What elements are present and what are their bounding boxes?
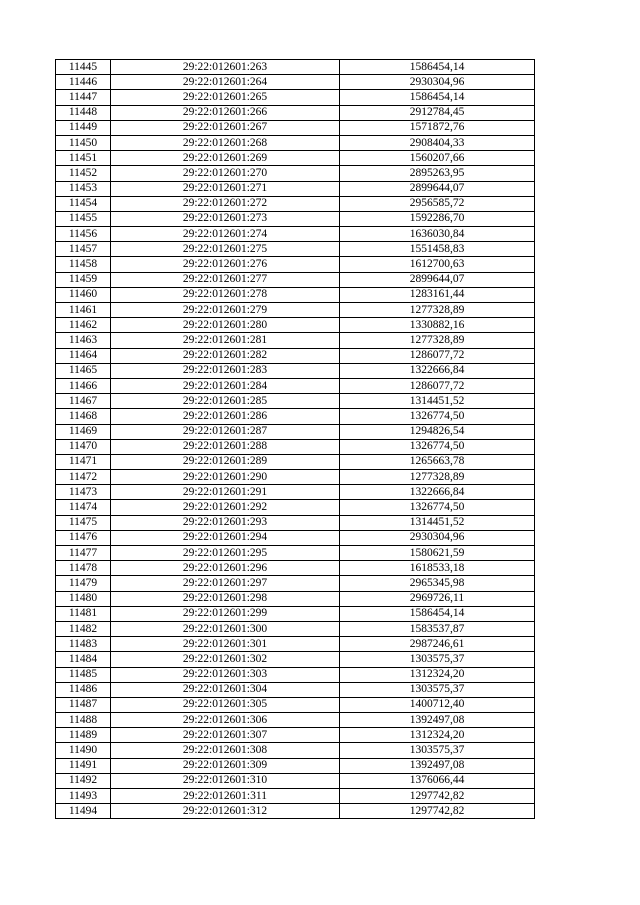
cadastral-number-cell: 29:22:012601:306 bbox=[111, 713, 340, 728]
table-row bbox=[56, 120, 535, 135]
cadastral-value-cell: 1612700,63 bbox=[340, 257, 535, 272]
table-row bbox=[56, 211, 535, 226]
row-number-cell: 11445 bbox=[56, 60, 111, 75]
cadastral-number-cell: 29:22:012601:297 bbox=[111, 576, 340, 591]
row-number-cell: 11471 bbox=[56, 454, 111, 469]
cadastral-number-cell: 29:22:012601:296 bbox=[111, 561, 340, 576]
table-row bbox=[56, 606, 535, 621]
cadastral-number-cell: 29:22:012601:283 bbox=[111, 363, 340, 378]
table-row bbox=[56, 546, 535, 561]
row-number-cell: 11464 bbox=[56, 348, 111, 363]
cadastral-value-cell: 1583537,87 bbox=[340, 621, 535, 636]
cadastral-number-cell: 29:22:012601:280 bbox=[111, 318, 340, 333]
table-row bbox=[56, 773, 535, 788]
row-number-cell: 11481 bbox=[56, 606, 111, 621]
cadastral-value-cell: 1326774,50 bbox=[340, 409, 535, 424]
cadastral-value-cell: 1392497,08 bbox=[340, 758, 535, 773]
row-number-cell: 11489 bbox=[56, 728, 111, 743]
cadastral-number-cell: 29:22:012601:310 bbox=[111, 773, 340, 788]
cadastral-value-cell: 1277328,89 bbox=[340, 303, 535, 318]
row-number-cell: 11472 bbox=[56, 470, 111, 485]
table-row bbox=[56, 500, 535, 515]
table-row bbox=[56, 454, 535, 469]
cadastral-value-cell: 1286077,72 bbox=[340, 348, 535, 363]
row-number-cell: 11455 bbox=[56, 211, 111, 226]
cadastral-number-cell: 29:22:012601:309 bbox=[111, 758, 340, 773]
cadastral-number-cell: 29:22:012601:277 bbox=[111, 272, 340, 287]
cadastral-number-cell: 29:22:012601:289 bbox=[111, 454, 340, 469]
cadastral-number-cell: 29:22:012601:267 bbox=[111, 120, 340, 135]
cadastral-value-cell: 1303575,37 bbox=[340, 652, 535, 667]
cadastral-number-cell: 29:22:012601:312 bbox=[111, 804, 340, 819]
cadastral-value-cell: 2895263,95 bbox=[340, 166, 535, 181]
row-number-cell: 11482 bbox=[56, 621, 111, 636]
cadastral-value-cell: 2908404,33 bbox=[340, 135, 535, 150]
cadastral-number-cell: 29:22:012601:264 bbox=[111, 75, 340, 90]
cadastral-number-cell: 29:22:012601:266 bbox=[111, 105, 340, 120]
cadastral-number-cell: 29:22:012601:281 bbox=[111, 333, 340, 348]
table-row bbox=[56, 257, 535, 272]
cadastral-value-cell: 2912784,45 bbox=[340, 105, 535, 120]
cadastral-number-cell: 29:22:012601:272 bbox=[111, 196, 340, 211]
row-number-cell: 11483 bbox=[56, 637, 111, 652]
table-row bbox=[56, 318, 535, 333]
table-row bbox=[56, 485, 535, 500]
cadastral-value-cell: 1580621,59 bbox=[340, 546, 535, 561]
cadastral-number-cell: 29:22:012601:294 bbox=[111, 530, 340, 545]
cadastral-value-cell: 1303575,37 bbox=[340, 682, 535, 697]
row-number-cell: 11466 bbox=[56, 378, 111, 393]
table-row bbox=[56, 591, 535, 606]
table-row bbox=[56, 713, 535, 728]
cadastral-number-cell: 29:22:012601:303 bbox=[111, 667, 340, 682]
cadastral-number-cell: 29:22:012601:269 bbox=[111, 151, 340, 166]
table-row bbox=[56, 151, 535, 166]
cadastral-number-cell: 29:22:012601:301 bbox=[111, 637, 340, 652]
table-row bbox=[56, 333, 535, 348]
table-row bbox=[56, 439, 535, 454]
table-row bbox=[56, 682, 535, 697]
cadastral-number-cell: 29:22:012601:285 bbox=[111, 394, 340, 409]
table-row bbox=[56, 652, 535, 667]
cadastral-value-cell: 1560207,66 bbox=[340, 151, 535, 166]
cadastral-number-cell: 29:22:012601:299 bbox=[111, 606, 340, 621]
table-row bbox=[56, 621, 535, 636]
table-row bbox=[56, 697, 535, 712]
row-number-cell: 11461 bbox=[56, 303, 111, 318]
cadastral-value-cell: 1294826,54 bbox=[340, 424, 535, 439]
row-number-cell: 11492 bbox=[56, 773, 111, 788]
row-number-cell: 11462 bbox=[56, 318, 111, 333]
table-row bbox=[56, 530, 535, 545]
table-row bbox=[56, 637, 535, 652]
row-number-cell: 11454 bbox=[56, 196, 111, 211]
cadastral-number-cell: 29:22:012601:284 bbox=[111, 378, 340, 393]
table-row bbox=[56, 303, 535, 318]
cadastral-value-cell: 1618533,18 bbox=[340, 561, 535, 576]
cadastral-value-cell: 1586454,14 bbox=[340, 90, 535, 105]
cadastral-number-cell: 29:22:012601:308 bbox=[111, 743, 340, 758]
cadastral-number-cell: 29:22:012601:278 bbox=[111, 287, 340, 302]
cadastral-value-cell: 1636030,84 bbox=[340, 227, 535, 242]
cadastral-value-cell: 1392497,08 bbox=[340, 713, 535, 728]
row-number-cell: 11486 bbox=[56, 682, 111, 697]
table-row bbox=[56, 242, 535, 257]
row-number-cell: 11469 bbox=[56, 424, 111, 439]
table-row bbox=[56, 576, 535, 591]
cadastral-number-cell: 29:22:012601:279 bbox=[111, 303, 340, 318]
cadastral-number-cell: 29:22:012601:291 bbox=[111, 485, 340, 500]
row-number-cell: 11488 bbox=[56, 713, 111, 728]
table-row bbox=[56, 409, 535, 424]
cadastral-number-cell: 29:22:012601:274 bbox=[111, 227, 340, 242]
cadastral-number-cell: 29:22:012601:265 bbox=[111, 90, 340, 105]
row-number-cell: 11480 bbox=[56, 591, 111, 606]
row-number-cell: 11463 bbox=[56, 333, 111, 348]
table-row bbox=[56, 272, 535, 287]
cadastral-value-cell: 1376066,44 bbox=[340, 773, 535, 788]
row-number-cell: 11470 bbox=[56, 439, 111, 454]
cadastral-value-cell: 1277328,89 bbox=[340, 470, 535, 485]
cadastral-value-cell: 1400712,40 bbox=[340, 697, 535, 712]
row-number-cell: 11473 bbox=[56, 485, 111, 500]
cadastral-number-cell: 29:22:012601:287 bbox=[111, 424, 340, 439]
cadastral-value-cell: 1592286,70 bbox=[340, 211, 535, 226]
row-number-cell: 11475 bbox=[56, 515, 111, 530]
row-number-cell: 11478 bbox=[56, 561, 111, 576]
cadastral-value-cell: 1586454,14 bbox=[340, 606, 535, 621]
row-number-cell: 11491 bbox=[56, 758, 111, 773]
table-row bbox=[56, 287, 535, 302]
row-number-cell: 11493 bbox=[56, 789, 111, 804]
table-row bbox=[56, 515, 535, 530]
cadastral-value-cell: 2965345,98 bbox=[340, 576, 535, 591]
row-number-cell: 11490 bbox=[56, 743, 111, 758]
cadastral-value-cell: 2956585,72 bbox=[340, 196, 535, 211]
table-row bbox=[56, 728, 535, 743]
cadastral-value-cell: 1277328,89 bbox=[340, 333, 535, 348]
cadastral-value-cell: 1286077,72 bbox=[340, 378, 535, 393]
cadastral-value-cell: 2987246,61 bbox=[340, 637, 535, 652]
table-row bbox=[56, 363, 535, 378]
cadastral-value-cell: 1303575,37 bbox=[340, 743, 535, 758]
cadastral-number-cell: 29:22:012601:307 bbox=[111, 728, 340, 743]
cadastral-value-cell: 2969726,11 bbox=[340, 591, 535, 606]
cadastral-value-cell: 2899644,07 bbox=[340, 272, 535, 287]
row-number-cell: 11477 bbox=[56, 546, 111, 561]
cadastral-value-cell: 1322666,84 bbox=[340, 485, 535, 500]
row-number-cell: 11451 bbox=[56, 151, 111, 166]
table-row bbox=[56, 75, 535, 90]
table-row bbox=[56, 60, 535, 75]
row-number-cell: 11459 bbox=[56, 272, 111, 287]
row-number-cell: 11458 bbox=[56, 257, 111, 272]
cadastral-value-cell: 1297742,82 bbox=[340, 804, 535, 819]
row-number-cell: 11448 bbox=[56, 105, 111, 120]
cadastral-number-cell: 29:22:012601:302 bbox=[111, 652, 340, 667]
row-number-cell: 11456 bbox=[56, 227, 111, 242]
row-number-cell: 11494 bbox=[56, 804, 111, 819]
cadastral-number-cell: 29:22:012601:282 bbox=[111, 348, 340, 363]
row-number-cell: 11452 bbox=[56, 166, 111, 181]
table-row bbox=[56, 561, 535, 576]
cadastral-value-cell: 1586454,14 bbox=[340, 60, 535, 75]
cadastral-number-cell: 29:22:012601:300 bbox=[111, 621, 340, 636]
cadastral-number-cell: 29:22:012601:263 bbox=[111, 60, 340, 75]
table-row bbox=[56, 789, 535, 804]
cadastral-number-cell: 29:22:012601:288 bbox=[111, 439, 340, 454]
row-number-cell: 11485 bbox=[56, 667, 111, 682]
table-row bbox=[56, 424, 535, 439]
table-row bbox=[56, 348, 535, 363]
cadastral-value-cell: 1322666,84 bbox=[340, 363, 535, 378]
cadastral-value-cell: 1330882,16 bbox=[340, 318, 535, 333]
row-number-cell: 11468 bbox=[56, 409, 111, 424]
table-row bbox=[56, 470, 535, 485]
row-number-cell: 11467 bbox=[56, 394, 111, 409]
table-row bbox=[56, 90, 535, 105]
row-number-cell: 11449 bbox=[56, 120, 111, 135]
cadastral-value-cell: 1314451,52 bbox=[340, 515, 535, 530]
row-number-cell: 11479 bbox=[56, 576, 111, 591]
cadastral-number-cell: 29:22:012601:290 bbox=[111, 470, 340, 485]
row-number-cell: 11487 bbox=[56, 697, 111, 712]
cadastral-value-cell: 2899644,07 bbox=[340, 181, 535, 196]
cadastral-value-cell: 1571872,76 bbox=[340, 120, 535, 135]
cadastral-value-cell: 1283161,44 bbox=[340, 287, 535, 302]
cadastral-value-cell: 1326774,50 bbox=[340, 439, 535, 454]
cadastral-value-cell: 2930304,96 bbox=[340, 530, 535, 545]
cadastral-value-cell: 1312324,20 bbox=[340, 728, 535, 743]
row-number-cell: 11484 bbox=[56, 652, 111, 667]
table-row bbox=[56, 804, 535, 819]
table-row bbox=[56, 105, 535, 120]
table-row bbox=[56, 378, 535, 393]
row-number-cell: 11460 bbox=[56, 287, 111, 302]
table-row bbox=[56, 227, 535, 242]
cadastral-number-cell: 29:22:012601:292 bbox=[111, 500, 340, 515]
cadastral-value-cell: 1312324,20 bbox=[340, 667, 535, 682]
cadastral-number-cell: 29:22:012601:311 bbox=[111, 789, 340, 804]
cadastral-number-cell: 29:22:012601:286 bbox=[111, 409, 340, 424]
cadastral-number-cell: 29:22:012601:270 bbox=[111, 166, 340, 181]
table-body bbox=[56, 60, 535, 819]
table-row bbox=[56, 196, 535, 211]
cadastral-value-cell: 1326774,50 bbox=[340, 500, 535, 515]
cadastral-number-cell: 29:22:012601:275 bbox=[111, 242, 340, 257]
cadastral-number-cell: 29:22:012601:304 bbox=[111, 682, 340, 697]
table-row bbox=[56, 181, 535, 196]
row-number-cell: 11474 bbox=[56, 500, 111, 515]
table-row bbox=[56, 135, 535, 150]
cadastral-number-cell: 29:22:012601:305 bbox=[111, 697, 340, 712]
cadastral-number-cell: 29:22:012601:271 bbox=[111, 181, 340, 196]
cadastral-number-cell: 29:22:012601:268 bbox=[111, 135, 340, 150]
cadastral-value-table bbox=[55, 59, 535, 819]
row-number-cell: 11465 bbox=[56, 363, 111, 378]
cadastral-value-cell: 1551458,83 bbox=[340, 242, 535, 257]
cadastral-number-cell: 29:22:012601:276 bbox=[111, 257, 340, 272]
table-row bbox=[56, 166, 535, 181]
table-row bbox=[56, 758, 535, 773]
row-number-cell: 11476 bbox=[56, 530, 111, 545]
cadastral-number-cell: 29:22:012601:295 bbox=[111, 546, 340, 561]
table-row bbox=[56, 394, 535, 409]
row-number-cell: 11453 bbox=[56, 181, 111, 196]
row-number-cell: 11446 bbox=[56, 75, 111, 90]
table-row bbox=[56, 667, 535, 682]
row-number-cell: 11450 bbox=[56, 135, 111, 150]
cadastral-number-cell: 29:22:012601:298 bbox=[111, 591, 340, 606]
table-row bbox=[56, 743, 535, 758]
cadastral-value-cell: 1314451,52 bbox=[340, 394, 535, 409]
cadastral-value-cell: 1265663,78 bbox=[340, 454, 535, 469]
row-number-cell: 11457 bbox=[56, 242, 111, 257]
cadastral-number-cell: 29:22:012601:293 bbox=[111, 515, 340, 530]
cadastral-number-cell: 29:22:012601:273 bbox=[111, 211, 340, 226]
cadastral-value-cell: 1297742,82 bbox=[340, 789, 535, 804]
cadastral-value-cell: 2930304,96 bbox=[340, 75, 535, 90]
row-number-cell: 11447 bbox=[56, 90, 111, 105]
